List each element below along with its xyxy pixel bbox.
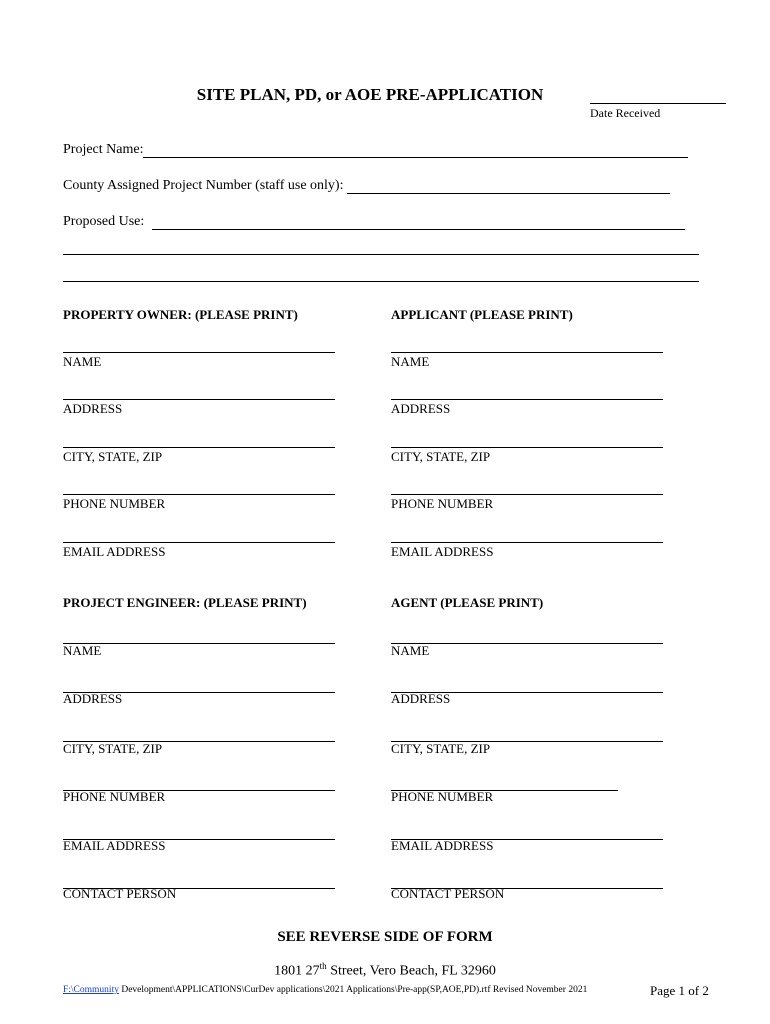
- proposed-use-line-3[interactable]: [63, 281, 699, 282]
- owner-address-label: ADDRESS: [63, 401, 123, 416]
- engineer-contact-label: CONTACT PERSON: [63, 886, 177, 901]
- address-rest: Street, Vero Beach, FL 32960: [326, 963, 496, 979]
- form-title: SITE PLAN, PD, or AOE PRE-APPLICATION: [196, 85, 544, 104]
- county-number-label: County Assigned Project Number (staff use only):: [63, 178, 344, 193]
- project-name-row: [63, 142, 688, 158]
- applicant-address-label: ADDRESS: [391, 401, 451, 416]
- project-name-field[interactable]: [143, 143, 688, 158]
- owner-email-field[interactable]: [63, 542, 335, 543]
- agent-contact-label: CONTACT PERSON: [391, 886, 505, 901]
- proposed-use-line-2[interactable]: [63, 254, 699, 255]
- see-reverse-note: SEE REVERSE SIDE OF FORM: [277, 929, 493, 945]
- applicant-city-label: CITY, STATE, ZIP: [391, 449, 491, 464]
- project-name-label: Project Name:: [63, 142, 144, 157]
- engineer-address-label: ADDRESS: [63, 691, 123, 706]
- owner-email-label: EMAIL ADDRESS: [63, 544, 166, 559]
- applicant-phone-label: PHONE NUMBER: [391, 496, 494, 511]
- applicant-heading: APPLICANT (PLEASE PRINT): [391, 307, 573, 322]
- applicant-email-label: EMAIL ADDRESS: [391, 544, 494, 559]
- page-number: Page 1 of 2: [650, 983, 709, 998]
- engineer-name-field[interactable]: [63, 643, 335, 644]
- address-suffix: th: [319, 961, 327, 971]
- applicant-name-label: NAME: [391, 354, 430, 369]
- applicant-city-field[interactable]: [391, 447, 663, 448]
- owner-city-label: CITY, STATE, ZIP: [63, 449, 163, 464]
- address-number: 1801 27: [274, 963, 320, 979]
- county-number-row: [63, 178, 670, 194]
- owner-name-label: NAME: [63, 354, 102, 369]
- applicant-email-field[interactable]: [391, 542, 663, 543]
- file-path-rest: Development\APPLICATIONS\CurDev applications\2021 Applications\Pre-app(SP,AOE,PD).rtf Revised November 2021: [118, 985, 588, 995]
- applicant-address-field[interactable]: [391, 399, 663, 400]
- agent-email-label: EMAIL ADDRESS: [391, 838, 494, 853]
- agent-name-field[interactable]: [391, 643, 663, 644]
- owner-name-field[interactable]: [63, 352, 335, 353]
- agent-name-label: NAME: [391, 643, 430, 658]
- agent-phone-label: PHONE NUMBER: [391, 789, 494, 804]
- owner-city-field[interactable]: [63, 447, 335, 448]
- page-title: [0, 85, 770, 105]
- owner-phone-field[interactable]: [63, 494, 335, 495]
- owner-phone-label: PHONE NUMBER: [63, 496, 166, 511]
- project-engineer-heading: PROJECT ENGINEER: (PLEASE PRINT): [63, 595, 307, 610]
- proposed-use-label: Proposed Use:: [63, 214, 145, 229]
- file-path: [63, 985, 587, 995]
- date-received-field[interactable]: [590, 103, 726, 104]
- agent-heading: AGENT (PLEASE PRINT): [391, 595, 544, 610]
- applicant-name-field[interactable]: [391, 352, 663, 353]
- proposed-use-field[interactable]: [152, 215, 685, 230]
- county-number-field[interactable]: [347, 179, 670, 194]
- agent-city-label: CITY, STATE, ZIP: [391, 741, 491, 756]
- property-owner-heading: PROPERTY OWNER: (PLEASE PRINT): [63, 307, 298, 322]
- agent-address-label: ADDRESS: [391, 691, 451, 706]
- owner-address-field[interactable]: [63, 399, 335, 400]
- file-path-link[interactable]: F:\Community: [63, 985, 119, 995]
- applicant-phone-field[interactable]: [391, 494, 663, 495]
- date-received-label: Date Received: [590, 106, 661, 120]
- engineer-name-label: NAME: [63, 643, 102, 658]
- office-address: [0, 961, 770, 980]
- proposed-use-row: [63, 214, 685, 230]
- engineer-email-label: EMAIL ADDRESS: [63, 838, 166, 853]
- engineer-city-label: CITY, STATE, ZIP: [63, 741, 163, 756]
- engineer-phone-label: PHONE NUMBER: [63, 789, 166, 804]
